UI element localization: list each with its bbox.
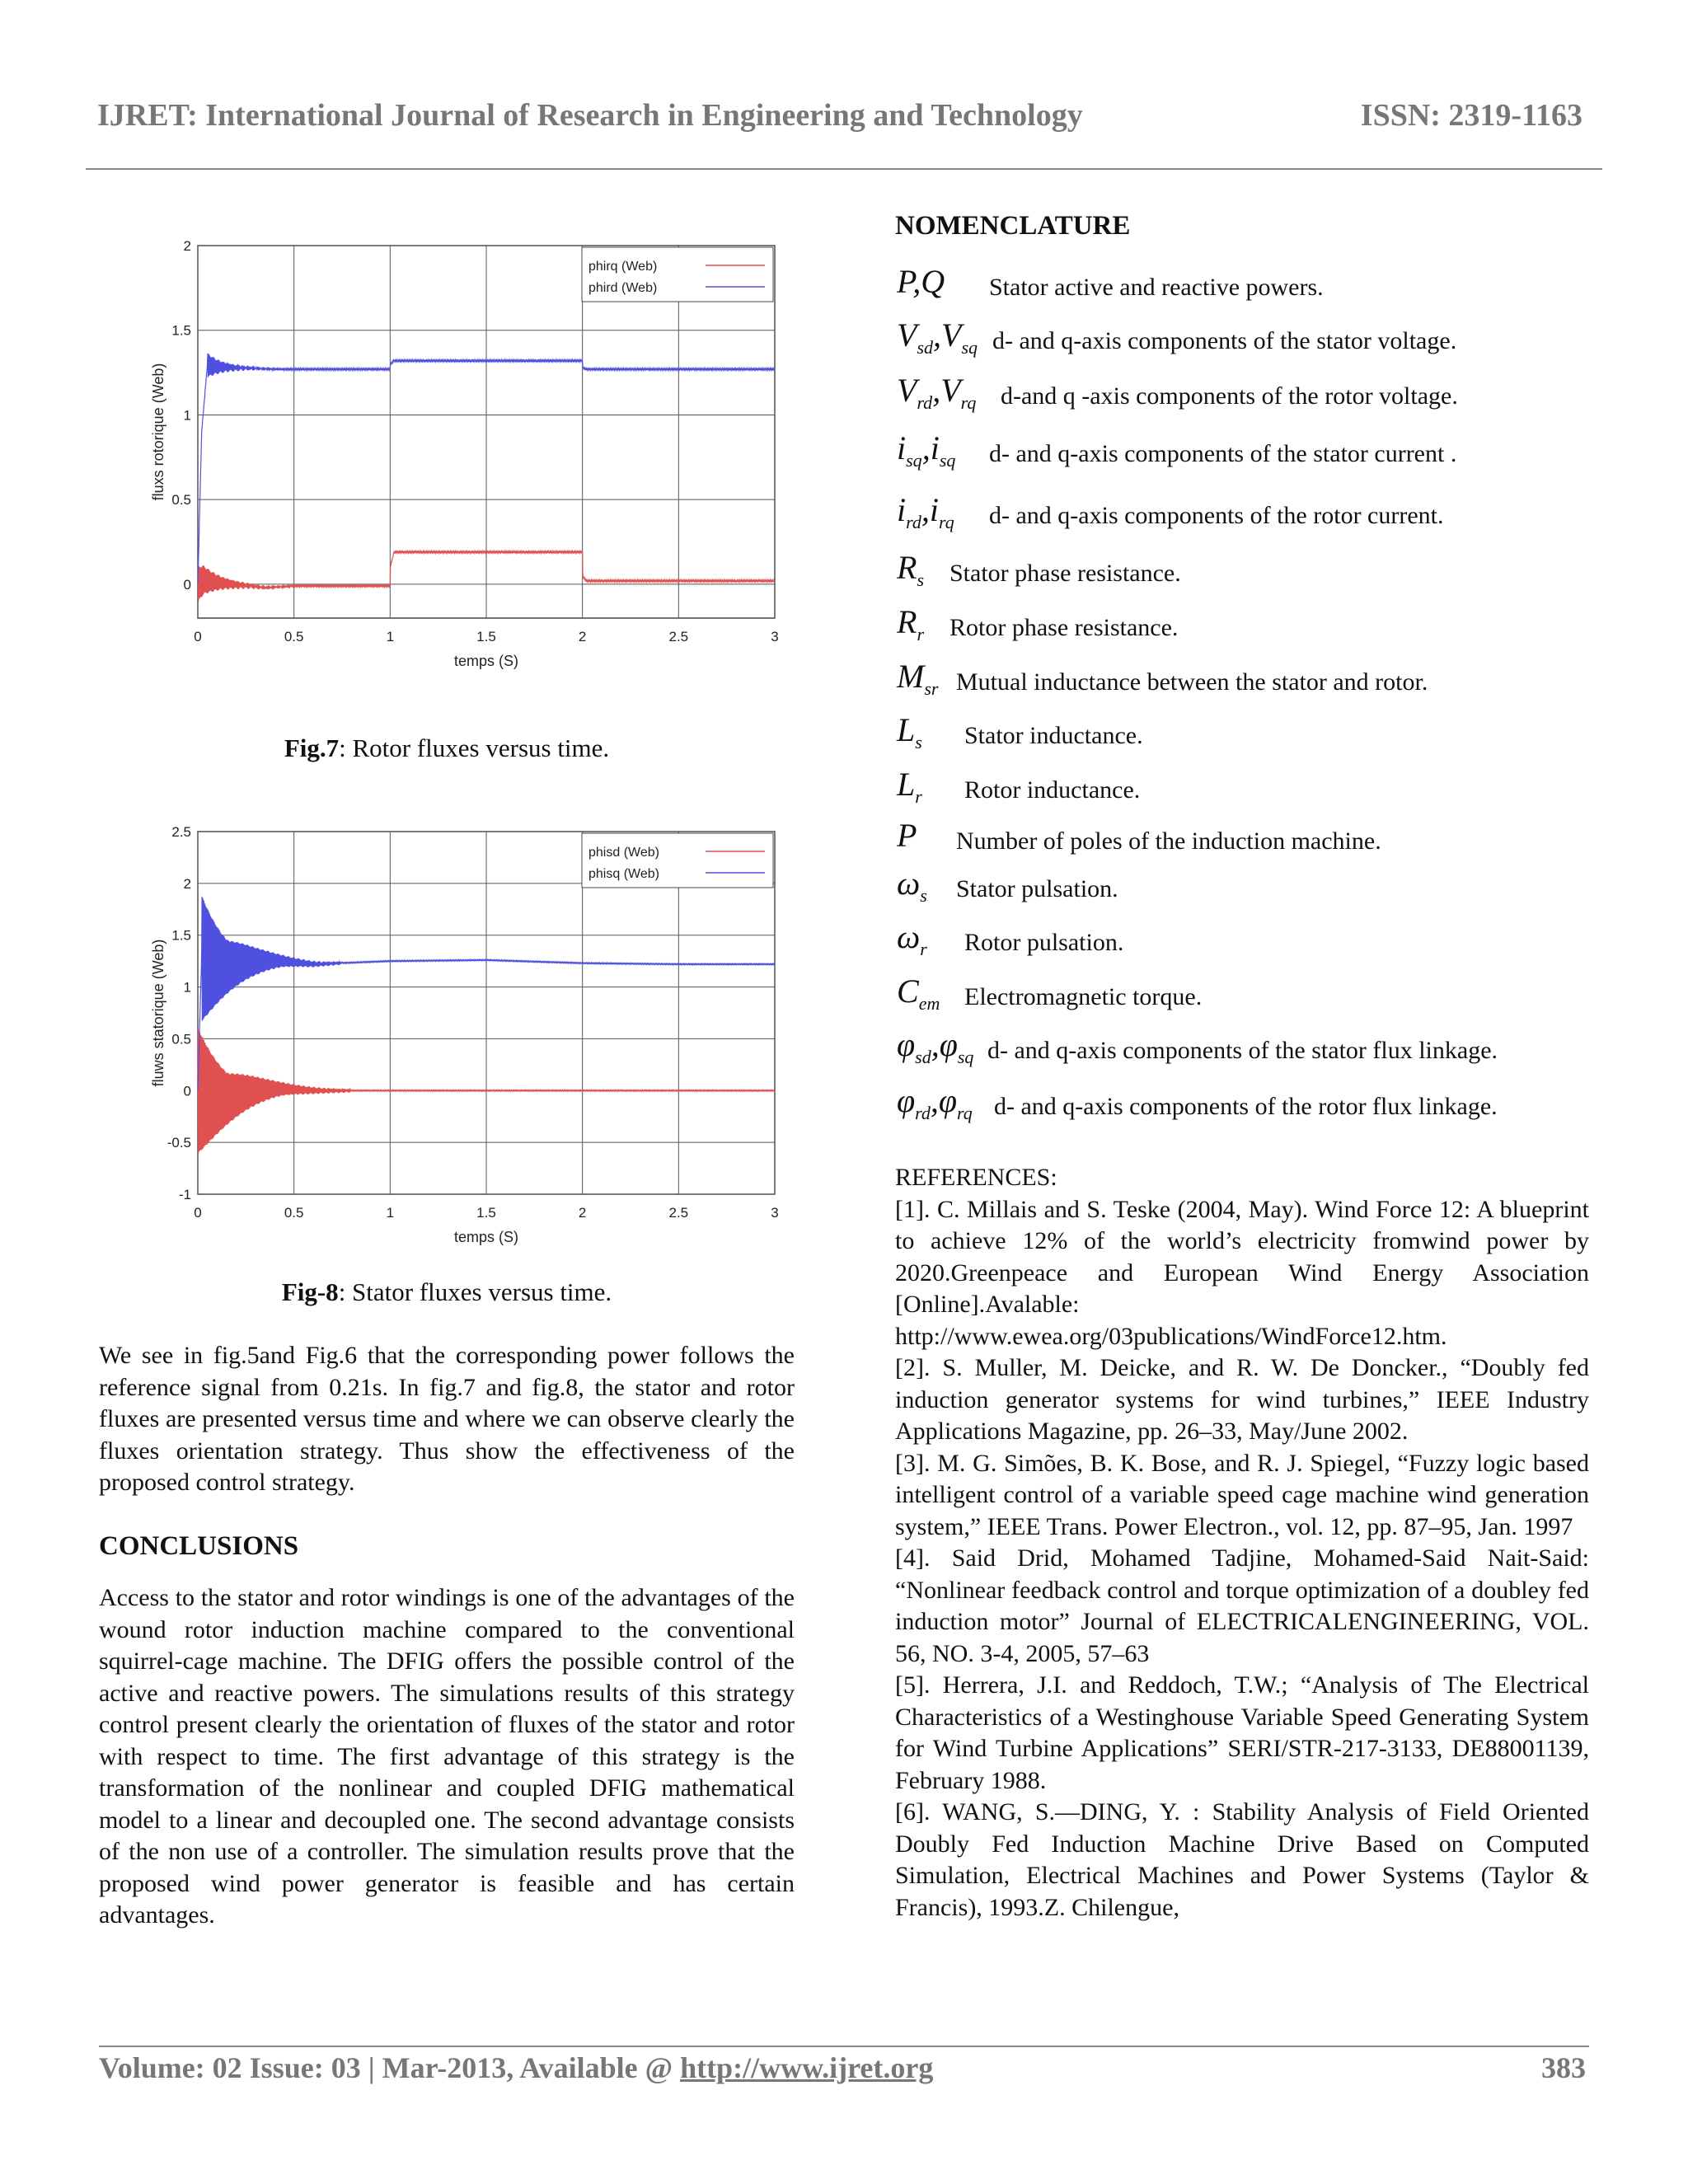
nomenclature-symbol-sub1: sd — [915, 1047, 931, 1067]
nomenclature-symbol-sep: , — [932, 372, 941, 409]
references-heading: REFERENCES: — [895, 1164, 1057, 1191]
nomenclature-symbol-s1: L — [897, 766, 916, 803]
reference-item: [1]. C. Millais and S. Teske (2004, May). Wind Force 12: A blueprint to achieve 12% of the world’s electricity fromwind power by 2020.Greenpeace and European Wind Energy Association [Online].Avalable: — [895, 1195, 1589, 1318]
fig8-caption — [76, 1277, 818, 1307]
nomenclature-item — [897, 371, 1597, 420]
x-tick-label: 2 — [578, 1205, 587, 1221]
y-tick-label: 1 — [183, 979, 191, 996]
nomenclature-symbol-sub1: r — [920, 939, 927, 959]
x-tick-label: 1.5 — [476, 629, 496, 644]
nomenclature-description: d- and q-axis components of the stator voltage. — [992, 327, 1457, 354]
nomenclature-heading: NOMENCLATURE — [895, 211, 1131, 241]
nomenclature-symbol-s1: V — [897, 316, 917, 354]
nomenclature-symbol-sub2: sq — [957, 1047, 974, 1067]
x-tick-label: 0.5 — [284, 629, 304, 644]
nomenclature-symbol — [897, 972, 940, 1015]
nomenclature-symbol-s2: φ — [938, 1082, 958, 1119]
nomenclature-symbol-s1: P — [897, 263, 913, 300]
nomenclature-symbol-sub1: rd — [917, 392, 933, 413]
header-divider — [86, 168, 1602, 170]
nomenclature-symbol-s1: R — [897, 549, 917, 586]
nomenclature-item — [897, 816, 1597, 865]
x-tick-label: 0 — [194, 1205, 202, 1221]
nomenclature-symbol — [897, 657, 938, 700]
x-axis-label: temps (S) — [453, 1229, 519, 1245]
nomenclature-symbol — [897, 548, 924, 591]
footer-volume — [99, 2050, 933, 2085]
nomenclature-symbol-sub2: rq — [957, 1103, 973, 1123]
nomenclature-symbol-s2: i — [929, 491, 939, 528]
nomenclature-item — [897, 765, 1597, 814]
reference-item: [4]. Said Drid, Mohamed Tadjine, Mohamed-Said Nait-Said: “Nonlinear feedback control and torque optimization of a doubley fed induction motor” Journal of ELECTRICALENGINEERING, VOL. 56, NO. 3-4, 2005, 57–63 — [895, 1544, 1589, 1667]
nomenclature-item — [897, 917, 1597, 967]
stator-flux-chart — [132, 812, 791, 1257]
y-tick-label: 0 — [183, 1083, 191, 1099]
nomenclature-symbol-sub2: rq — [939, 512, 954, 532]
nomenclature-symbol-s1: φ — [897, 1026, 916, 1063]
nomenclature-description: Stator phase resistance. — [950, 560, 1181, 587]
nomenclature-symbol-s1: R — [897, 603, 917, 640]
y-axis-label: fluws statorique (Web) — [150, 939, 166, 1087]
nomenclature-description: Electromagnetic torque. — [964, 983, 1203, 1010]
nomenclature-item — [897, 602, 1597, 652]
nomenclature-symbol-s2: φ — [939, 1026, 958, 1063]
nomenclature-symbol-sub2: sq — [961, 337, 978, 358]
legend-label: phird (Web) — [588, 281, 658, 295]
legend-label: phisq (Web) — [588, 867, 659, 881]
legend-label: phirq (Web) — [588, 260, 658, 274]
fig8-caption-text: : Stator fluxes versus time. — [338, 1277, 612, 1306]
conclusions-paragraph: Access to the stator and rotor windings is one of the advantages of the wound rotor induction machine compared to the conventional squirrel-cage machine. The DFIG offers the possible control of the active and reactive powers. The simulations results of this strategy control present clearly the orientation of fluxes of the stator and rotor with respect to time. The first advantage of this strategy is the transformation of the nonlinear and coupled DFIG mathematical model to a linear and decoupled one. The second advantage consists of the non use of a controller. The simulation results prove that the proposed wind power generator is feasible and has certain advantages. — [99, 1584, 795, 1929]
nomenclature-symbol-sub1: rd — [906, 512, 921, 532]
nomenclature-symbol — [897, 710, 922, 753]
legend-label: phisd (Web) — [588, 846, 659, 860]
y-axis-label: fluxs rotorique (Web) — [150, 363, 166, 501]
nomenclature-description: Mutual inductance between the stator and rotor. — [956, 668, 1428, 696]
references-section — [895, 1162, 1589, 1924]
nomenclature-symbol — [897, 816, 917, 855]
nomenclature-item — [897, 316, 1597, 365]
issn-label: ISSN: 2319-1163 — [1360, 98, 1582, 133]
nomenclature-description: d- and q-axis components of the stator current . — [989, 440, 1457, 467]
x-tick-label: 1 — [386, 629, 395, 644]
reference-item: [3]. M. G. Simões, B. K. Bose, and R. J. Spiegel, “Fuzzy logic based intelligent control of a variable speed cage machine wind generation system,” IEEE Trans. Power Electron., vol. 12, pp. 87–95, Jan. 1997 — [895, 1449, 1589, 1540]
nomenclature-symbol-sep: , — [933, 316, 941, 354]
nomenclature-item — [897, 710, 1597, 760]
x-axis-label: temps (S) — [453, 653, 519, 669]
nomenclature-symbol-sub1: rd — [915, 1103, 931, 1123]
nomenclature-description: d-and q -axis components of the rotor voltage. — [1001, 382, 1458, 410]
x-tick-label: 0.5 — [284, 1205, 304, 1221]
nomenclature-symbol-sub1: s — [917, 569, 924, 590]
nomenclature-symbol — [897, 262, 945, 301]
x-tick-label: 0 — [194, 629, 202, 644]
page-number: 383 — [1541, 2051, 1586, 2084]
nomenclature-symbol-sep: , — [930, 1082, 939, 1119]
nomenclature-symbol-sub1: sd — [917, 337, 933, 358]
nomenclature-item — [897, 657, 1597, 706]
nomenclature-symbol-s2: V — [941, 316, 962, 354]
reference-url[interactable]: http://www.ewea.org/03publications/WindForce12.htm. — [895, 1322, 1447, 1350]
y-tick-label: 2 — [183, 875, 191, 892]
nomenclature-symbol-sub1: s — [920, 885, 927, 906]
nomenclature-symbol — [897, 765, 922, 808]
nomenclature-symbol-s2: Q — [921, 263, 945, 300]
nomenclature-symbol-sep: , — [931, 1026, 940, 1063]
x-tick-label: 1.5 — [476, 1205, 496, 1221]
fig7-caption — [76, 733, 818, 763]
fig7-caption-text: : Rotor fluxes versus time. — [339, 733, 610, 762]
nomenclature-symbol-s2: i — [930, 429, 940, 466]
footer-divider — [99, 2046, 1589, 2047]
x-tick-label: 2 — [578, 629, 587, 644]
nomenclature-symbol-s1: ω — [897, 865, 921, 902]
y-tick-label: 0.5 — [171, 1031, 191, 1047]
nomenclature-item — [897, 864, 1597, 913]
rotor-flux-chart-svg — [132, 231, 791, 709]
y-tick-label: 1 — [183, 407, 191, 424]
nomenclature-symbol — [897, 316, 978, 359]
results-paragraph: We see in fig.5and Fig.6 that the corresponding power follows the reference signal from 0.21s. In fig.7 and fig.8, the stator and rotor fluxes are presented versus time and where we can observe clearly the fluxes orientation strategy. Thus show the effectiveness of the proposed control strategy. — [99, 1342, 795, 1496]
y-tick-label: 0 — [183, 576, 191, 593]
nomenclature-symbol-s1: ω — [897, 918, 921, 955]
nomenclature-item — [897, 1081, 1597, 1131]
nomenclature-symbol — [897, 490, 954, 533]
nomenclature-symbol-sub1: r — [915, 786, 922, 807]
nomenclature-symbol — [897, 1081, 973, 1124]
y-tick-label: 1.5 — [171, 927, 191, 944]
footer-volume-text: Volume: 02 Issue: 03 | Mar-2013, Available @ — [99, 2051, 681, 2084]
references-list — [895, 1194, 1589, 1924]
y-tick-label: -1 — [178, 1187, 191, 1202]
x-tick-label: 2.5 — [668, 629, 689, 644]
nomenclature-item — [897, 548, 1597, 598]
journal-title: IJRET: International Journal of Research in Engineering and Technology — [97, 98, 1083, 133]
reference-item: [6]. WANG, S.—DING, Y. : Stability Analysis of Field Oriented Doubly Fed Induction Machine Drive Based on Computed Simulation, Electrical Machines and Power Systems (Taylor & Francis), 1993.Z. Chilengue, — [895, 1798, 1589, 1921]
nomenclature-symbol-s1: L — [897, 711, 916, 748]
nomenclature-symbol-s1: P — [897, 817, 917, 854]
nomenclature-symbol-sub1: em — [918, 993, 940, 1014]
nomenclature-item — [897, 490, 1597, 540]
nomenclature-symbol-sub2: sq — [939, 450, 956, 471]
nomenclature-symbol — [897, 864, 927, 907]
nomenclature-description: Number of poles of the induction machine. — [956, 827, 1381, 855]
nomenclature-item — [897, 972, 1597, 1021]
nomenclature-symbol-s1: V — [897, 372, 917, 409]
nomenclature-description: Stator pulsation. — [956, 875, 1118, 902]
x-tick-label: 2.5 — [668, 1205, 689, 1221]
nomenclature-symbol-sub1: sq — [906, 450, 922, 471]
nomenclature-item — [897, 429, 1597, 478]
fig8-caption-label: Fig-8 — [281, 1277, 339, 1306]
nomenclature-symbol — [897, 371, 976, 414]
nomenclature-description: Rotor phase resistance. — [950, 614, 1179, 641]
nomenclature-symbol-sub1: r — [917, 624, 924, 644]
x-tick-label: 3 — [771, 629, 779, 644]
nomenclature-description: Stator inductance. — [964, 722, 1143, 749]
nomenclature-description: d- and q-axis components of the stator flux linkage. — [987, 1037, 1498, 1064]
nomenclature-symbol-s1: M — [897, 658, 925, 695]
y-tick-label: 0.5 — [171, 492, 191, 509]
nomenclature-symbol-sub1: s — [915, 732, 922, 752]
reference-item: [5]. Herrera, J.I. and Reddoch, T.W.; “Analysis of The Electrical Characteristics of a Westinghouse Variable Speed Generating System for Wind Turbine Applications” SERI/STR-217-3133, DE88001139, February 1988. — [895, 1671, 1589, 1794]
nomenclature-symbol-sep: , — [921, 429, 931, 466]
nomenclature-symbol-s1: i — [897, 429, 907, 466]
footer-link[interactable]: http://www.ijret.org — [680, 2051, 934, 2084]
fig7-caption-label: Fig.7 — [284, 733, 340, 762]
nomenclature-description: d- and q-axis components of the rotor current. — [989, 502, 1444, 529]
nomenclature-symbol-sep: , — [921, 491, 930, 528]
y-tick-label: 2 — [183, 238, 191, 254]
nomenclature-description: Stator active and reactive powers. — [989, 274, 1324, 301]
nomenclature-symbol-sep: , — [912, 263, 921, 300]
y-tick-label: 1.5 — [171, 322, 191, 339]
nomenclature-symbol-sub1: sr — [924, 678, 939, 699]
nomenclature-symbol — [897, 917, 927, 960]
x-tick-label: 3 — [771, 1205, 779, 1221]
nomenclature-symbol — [897, 429, 955, 471]
nomenclature-description: Rotor pulsation. — [964, 929, 1124, 956]
nomenclature-symbol-s1: C — [897, 972, 919, 1010]
nomenclature-symbol-sub2: rq — [960, 392, 977, 413]
nomenclature-symbol — [897, 602, 924, 645]
y-tick-label: 2.5 — [171, 824, 191, 840]
nomenclature-symbol — [897, 1025, 973, 1068]
nomenclature-description: Rotor inductance. — [964, 776, 1141, 804]
rotor-flux-chart — [132, 231, 791, 709]
reference-item: [2]. S. Muller, M. Deicke, and R. W. De Doncker., “Doubly fed induction generator systems for wind turbines,” IEEE Industry Applications Magazine, pp. 26–33, May/June 2002. — [895, 1354, 1589, 1445]
nomenclature-description: d- and q-axis components of the rotor flux linkage. — [994, 1093, 1498, 1120]
stator-flux-chart-svg — [132, 812, 791, 1257]
nomenclature-item — [897, 262, 1597, 312]
nomenclature-symbol-s1: φ — [897, 1082, 916, 1119]
nomenclature-symbol-s1: i — [897, 491, 907, 528]
nomenclature-symbol-s2: V — [940, 372, 961, 409]
x-tick-label: 1 — [386, 1205, 395, 1221]
y-tick-label: -0.5 — [166, 1135, 191, 1151]
conclusions-heading: CONCLUSIONS — [99, 1531, 299, 1561]
nomenclature-item — [897, 1025, 1597, 1075]
